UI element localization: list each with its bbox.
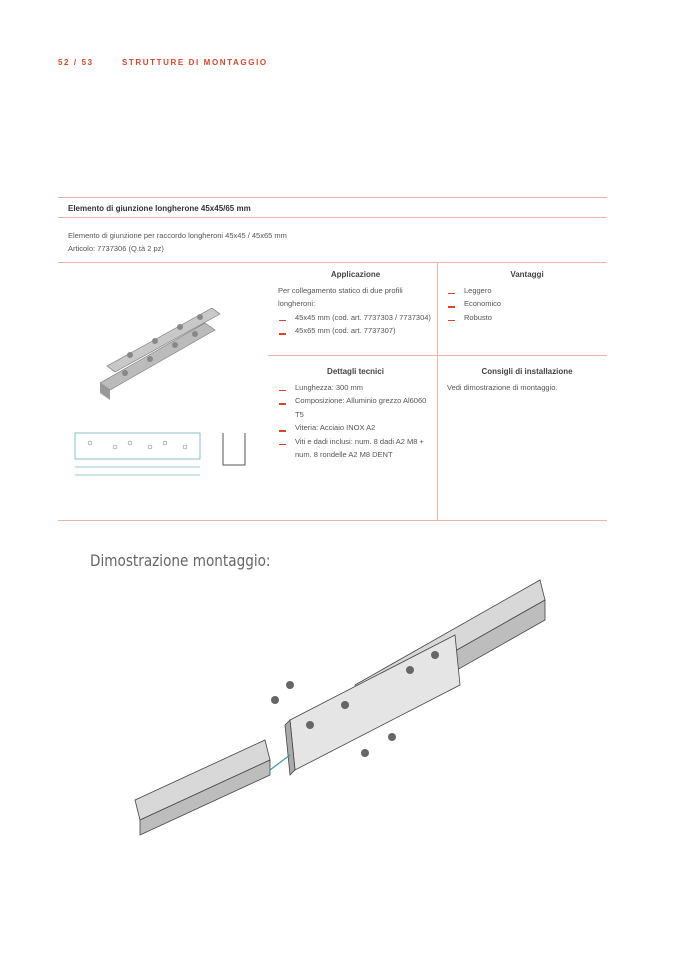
article-number: Articolo: 7737306 (Q.tà 2 pz) (68, 244, 164, 253)
divider (268, 355, 607, 356)
vantaggi-heading: Vantaggi (510, 270, 544, 279)
section-vantaggi (447, 268, 607, 324)
section-consigli (447, 365, 607, 394)
divider (58, 197, 607, 198)
list-item: Robusto (447, 311, 607, 325)
assembly-illustration (130, 575, 550, 845)
list-item: Leggero (447, 284, 607, 298)
section-dettagli (278, 365, 433, 462)
consigli-text: Vedi dimostrazione di montaggio. (447, 382, 558, 392)
applicazione-intro: Per collegamento statico di due profili longheroni: (278, 285, 403, 308)
list-item: Composizione: Alluminio grezzo Al6060 T5 (278, 394, 433, 421)
divider (58, 262, 607, 263)
product-title: Elemento di giunzione longherone 45x45/65 mm (68, 204, 251, 213)
divider (58, 217, 607, 218)
page-number: 52 / 53 (58, 58, 94, 67)
section-title: STRUTTURE DI MONTAGGIO (122, 58, 268, 67)
list-item: 45x65 mm (cod. art. 7737307) (278, 324, 433, 338)
list-item: 45x45 mm (cod. art. 7737303 / 7737304) (278, 311, 433, 325)
product-illustration (95, 308, 225, 403)
consigli-heading: Consigli di installazione (481, 367, 573, 376)
list-item: Viti e dadi inclusi: num. 8 dadi A2 M8 + num. 8 rondelle A2 M8 DENT (278, 435, 433, 462)
demo-title: Dimostrazione montaggio: (90, 551, 271, 570)
technical-drawing (70, 425, 260, 485)
applicazione-heading: Applicazione (330, 270, 381, 279)
dettagli-heading: Dettagli tecnici (327, 367, 384, 376)
section-applicazione (278, 268, 433, 338)
list-item: Viteria: Acciaio INOX A2 (278, 421, 433, 435)
column-divider (437, 262, 438, 520)
list-item: Lunghezza: 300 mm (278, 381, 433, 395)
description-text: Elemento di giunzione per raccordo longheroni 45x45 / 45x65 mm (68, 231, 287, 240)
product-description (68, 229, 287, 255)
divider (58, 520, 607, 521)
list-item: Economico (447, 297, 607, 311)
